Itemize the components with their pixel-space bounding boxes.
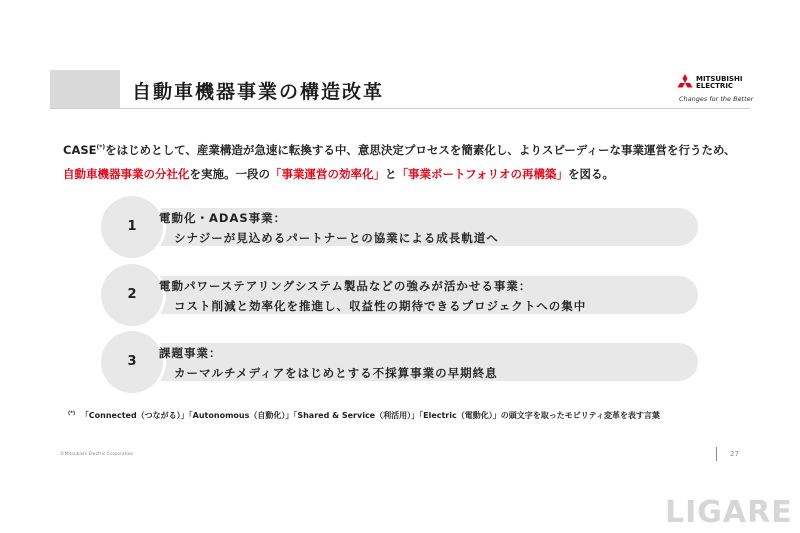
page-title: 自動車機器事業の構造改革 <box>132 81 385 103</box>
case-term: CASE <box>63 142 97 157</box>
item-label: 電動化・ADAS事業： <box>159 211 287 225</box>
logo-name-line1: MITSUBISHI <box>696 75 743 83</box>
item-label: 電動パワーステアリングシステム製品などの強みが活かせる事業： <box>159 279 532 293</box>
intro-paragraph <box>63 136 763 186</box>
highlight-efficiency: 「事業運営の効率化」 <box>270 166 385 181</box>
three-diamonds-icon <box>676 74 694 92</box>
item-description: コスト削減と効率化を推進し、収益性の期待できるプロジェクトへの集中 <box>174 299 587 313</box>
highlight-portfolio: 「事業ポートフォリオの再構築」 <box>396 166 568 181</box>
copyright: ©Mitsubishi Electric Corporation <box>60 452 134 457</box>
footnote-ref: (*) <box>96 144 106 151</box>
watermark: LIGARE <box>665 495 793 530</box>
item-label: 課題事業： <box>159 346 222 360</box>
footnote-text: 「Connected（つながる）」「Autonomous（自動化）」「Shared & Service（利活用）」「Electric（電動化）」の頭文字を取ったモビリティ変革を表す言葉 <box>80 411 660 420</box>
item-description: シナジーが見込めるパートナーとの協業による成長軌道へ <box>174 231 499 245</box>
intro-text-segment: と <box>385 166 397 181</box>
item-number: 2 <box>127 287 137 302</box>
mitsubishi-electric-logo <box>676 72 752 106</box>
item-number: 1 <box>127 219 137 234</box>
intro-line-1-text: をはじめとして、産業構造が急速に転換する中、意思決定プロセスを簡素化し、よりスピーディーな事業運営を行うため、 <box>105 142 736 157</box>
page-number: 27 <box>730 450 739 458</box>
intro-text-segment: を図る。 <box>567 166 614 181</box>
highlight-spinoff: 自動車機器事業の分社化 <box>63 166 190 181</box>
list-item <box>101 264 701 326</box>
intro-line-2 <box>63 162 763 186</box>
logo-name-line2: ELECTRIC <box>696 82 734 90</box>
logo-wordmark <box>696 76 750 90</box>
title-divider <box>50 108 750 109</box>
logo-tagline: Changes for the Better <box>679 95 754 103</box>
intro-line-1 <box>63 136 763 162</box>
intro-text-segment: を実施。一段の <box>189 166 270 181</box>
item-description: カーマルチメディアをはじめとする不採算事業の早期終息 <box>174 366 498 380</box>
item-number: 3 <box>127 354 137 369</box>
page-number-divider <box>716 447 717 461</box>
footnote-mark: (*) <box>68 410 76 417</box>
footnote <box>68 410 660 421</box>
title-accent-block <box>50 70 120 108</box>
list-item <box>101 331 701 393</box>
list-item <box>101 196 701 258</box>
